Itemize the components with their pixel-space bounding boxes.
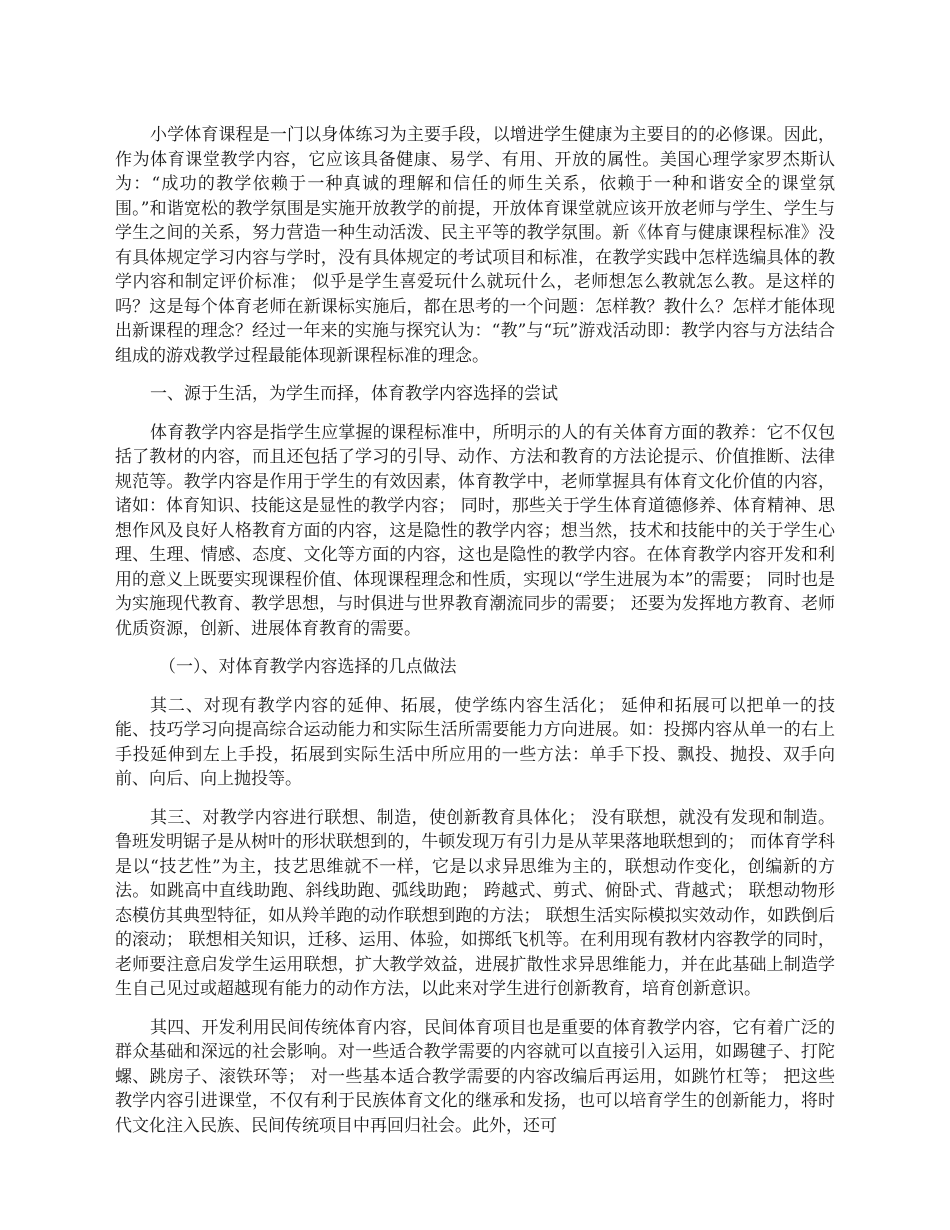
body-paragraph: 其三、对教学内容进行联想、制造，使创新教育具体化； 没有联想，就没有发现和制造。鲁班发明锯子是从树叶的形状联想到的，牛顿发现万有引力是从苹果落地联想到的； 而体育学科是以“技艺性”为主，技艺思维就不一样，它是以求异思维为主的，联想动作变化，创编新的方法。如跳高中直线助跑、斜线助跑、弧线助跑； 跨越式、剪式、俯卧式、背越式； 联想动物形态模仿其典型特征，如从羚羊跑的动作联想到跑的方法； 联想生活实际模拟实效动作，如跌倒后的滚动； 联想相关知识，迁移、运用、体验，如掷纸飞机等。在利用现有教材内容教学的同时，老师要注意启发学生运用联想，扩大教学效益，进展扩散性求异思维能力，并在此基础上制造学生自己见过或超越现有能力的动作方法，以此来对学生进行创新教育，培育创新意识。 xyxy=(115,807,835,999)
document-body xyxy=(115,123,835,1152)
section-heading: 一、源于生活，为学生而择，体育教学内容选择的尝试 xyxy=(150,384,558,404)
body-paragraph: 其二、对现有教学内容的延伸、拓展，使学练内容生活化； 延伸和拓展可以把单一的技能、技巧学习向提高综合运动能力和实际生活所需要能力方向进展。如：投掷内容从单一的右上手投延伸到左上手投，拓展到实际生活中所应用的一些方法：单手下投、飘投、抛投、双手向前、向后、向上抛投等。 xyxy=(115,695,835,789)
body-paragraph: 其四、开发利用民间传统体育内容，民间体育项目也是重要的体育教学内容，它有着广泛的群众基础和深远的社会影响。对一些适合教学需要的内容就可以直接引入运用，如踢毽子、打陀螺、跳房子、滚铁环等； 对一些基本适合教学需要的内容改编后再运用，如跳竹杠等； 把这些教学内容引进课堂，不仅有利于民族体育文化的继承和发扬，也可以培育学生的创新能力，将时代文化注入民族、民间传统项目中再回归社会。此外，还可 xyxy=(115,1017,835,1136)
subsection-heading: （一）、对体育教学内容选择的几点做法 xyxy=(159,657,457,677)
intro-paragraph: 小学体育课程是一门以身体练习为主要手段，以增进学生健康为主要目的的必修课。因此，作为体育课堂教学内容，它应该具备健康、易学、有用、开放的属性。美国心理学家罗杰斯认为：“成功的教学依赖于一种真诚的理解和信任的师生关系，依赖于一种和谐安全的课堂氛围。”和谐宽松的教学氛围是实施开放教学的前提，开放体育课堂就应该开放老师与学生、学生与学生之间的关系，努力营造一种生动活泼、民主平等的教学氛围。新《体育与健康课程标准》没有具体规定学习内容与学时，没有具体规定的考试项目和标准，在教学实践中怎样选编具体的教学内容和制定评价标准； 似乎是学生喜爱玩什么就玩什么，老师想怎么教就怎么教。是这样的吗？这是每个体育老师在新课标实施后，都在思考的一个问题：怎样教？教什么？怎样才能体现出新课程的理念？经过一年来的实施与探究认为：“教”与“玩”游戏活动即：教学内容与方法结合组成的游戏教学过程最能体现新课程标准的理念。 xyxy=(115,125,835,366)
body-paragraph: 体育教学内容是指学生应掌握的课程标准中，所明示的人的有关体育方面的教养：它不仅包括了教材的内容，而且还包括了学习的引导、动作、方法和教育的方法论提示、价值推断、法律规范等。教学内容是作用于学生的有效因素，体育教学中，老师掌握具有体育文化价值的内容，诸如：体育知识、技能这是显性的教学内容； 同时，那些关于学生体育道德修养、体育精神、思想作风及良好人格教育方面的内容，这是隐性的教学内容；想当然，技术和技能中的关于学生心理、生理、情感、态度、文化等方面的内容，这也是隐性的教学内容。在体育教学内容开发和利用的意义上既要实现课程价值、体现课程理念和性质，实现以“学生进展为本”的需要； 同时也是为实施现代教育、教学思想，与时俱进与世界教育潮流同步的需要； 还要为发挥地方教育、老师优质资源，创新、进展体育教育的需要。 xyxy=(115,422,835,639)
